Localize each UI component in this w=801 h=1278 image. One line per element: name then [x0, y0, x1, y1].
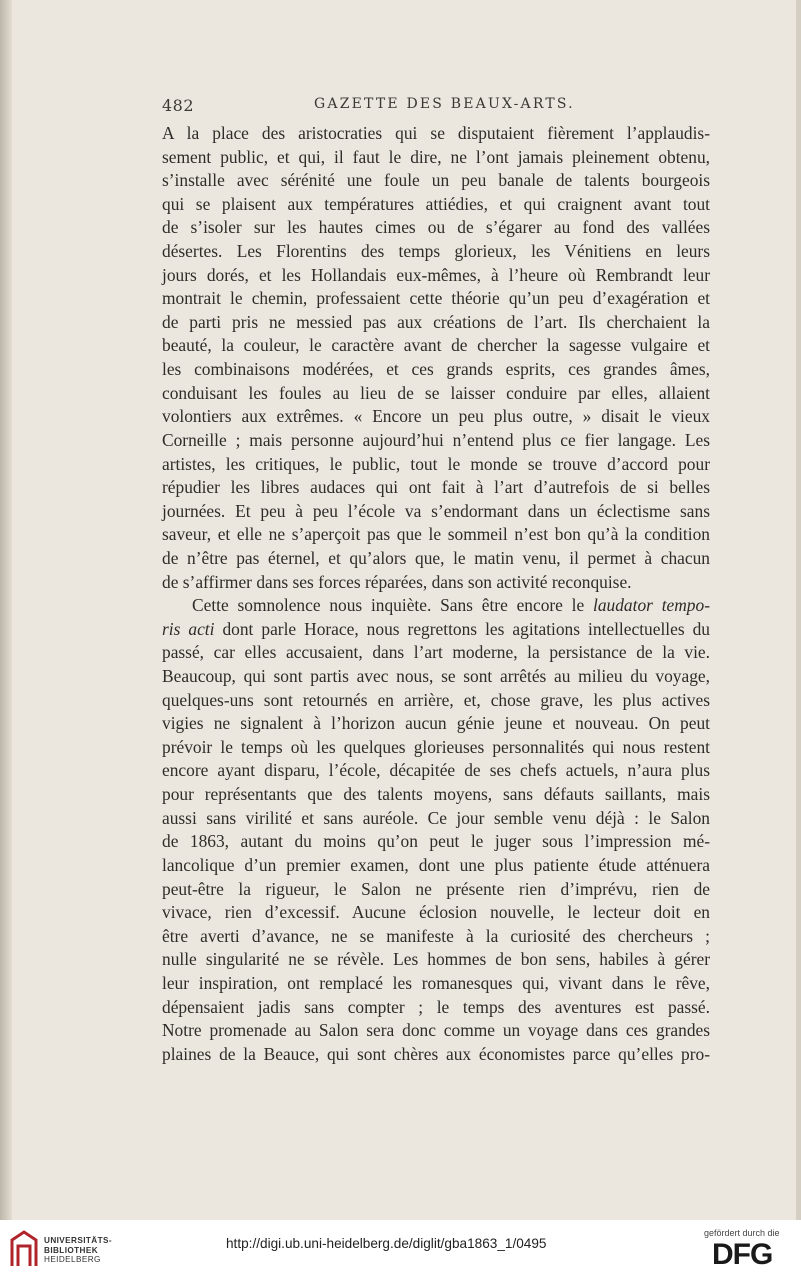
- text-line: Corneille ; mais personne aujourd’hui n’entend plus ce fier langage. Les: [162, 429, 710, 450]
- text-line: de parti pris ne messied pas aux créations de l’art. Ils cherchaient la: [162, 311, 710, 332]
- paragraph-1: [162, 122, 710, 594]
- journal-title: GAZETTE DES BEAUX-ARTS.: [314, 96, 575, 112]
- text-line: sement public, et qui, il faut le dire, ne l’ont jamais pleinement obtenu,: [162, 146, 710, 167]
- text-line: leur inspiration, ont remplacé les romanesques qui, vivant dans le rêve,: [162, 972, 710, 993]
- dfg-logo: DFG: [712, 1238, 773, 1271]
- text-run: Cette somnolence nous inquiète. Sans être encore le: [192, 595, 594, 616]
- text-line: conduisant les foules au lieu de se laisser conduire par elles, allaient: [162, 382, 710, 403]
- text-line: s’installe avec sérénité une foule un peu banale de talents bourgeois: [162, 170, 710, 191]
- permalink[interactable]: http://digi.ub.uni-heidelberg.de/diglit/gba1863_1/0495: [226, 1236, 547, 1251]
- digitization-footer: [0, 1220, 801, 1278]
- text-line: désertes. Les Florentins des temps glorieux, les Vénitiens en leurs: [162, 241, 710, 262]
- article-body: [162, 122, 710, 1066]
- text-line: de s’isoler sur les hautes cimes ou de s’égarer au fond des vallées: [162, 217, 710, 238]
- text-line: jours dorés, et les Hollandais eux-mêmes, à l’heure où Rembrandt leur: [162, 264, 710, 285]
- library-name-line: UNIVERSITÄTS-: [44, 1236, 112, 1245]
- text-line: saveur, et elle ne s’aperçoit pas que le sommeil n’est bon qu’à la condition: [162, 524, 710, 545]
- text-line: beauté, la couleur, le caractère avant de chercher la sagesse vulgaire et: [162, 335, 710, 356]
- library-name-line: BIBLIOTHEK: [44, 1245, 99, 1255]
- running-header: [162, 96, 710, 120]
- text-line: peut-être la rigueur, le Salon ne présente rien d’imprévu, rien de: [162, 878, 710, 899]
- text-line: A la place des aristocraties qui se disputaient fièrement l’applaudis-: [162, 123, 710, 143]
- text-line: [162, 618, 710, 642]
- text-line: Notre promenade au Salon sera donc comme un voyage dans ces grandes: [162, 1020, 710, 1041]
- text-line: lancolique d’un premier examen, dont une plus patiente étude atténuera: [162, 854, 710, 875]
- text-line: de n’être pas éternel, et qu’alors que, le matin venu, il permet à chacun: [162, 547, 710, 568]
- text-line: dépensaient jadis sans compter ; le temps des aventures est passé.: [162, 996, 710, 1017]
- text-line: les combinaisons modérées, et ces grands esprits, ces grandes âmes,: [162, 359, 710, 380]
- funding-note: gefördert durch die: [704, 1228, 780, 1238]
- text-line: aussi sans virilité et sans auréole. Ce jour semble venu déjà : le Salon: [162, 807, 710, 828]
- text-line: être averti d’avance, ne se manifeste à la curiosité des chercheurs ;: [162, 925, 710, 946]
- text-line: artistes, les critiques, le public, tout le monde se trouve d’accord pour: [162, 453, 710, 474]
- paragraph-2: [162, 594, 710, 1066]
- page-number: 482: [162, 96, 195, 115]
- university-library-logo-icon: [8, 1230, 40, 1268]
- text-line: prévoir le temps où les quelques glorieuses personnalités qui nous restent: [162, 736, 710, 757]
- text-line: de s’affirmer dans ses forces réparées, dans son activité reconquise.: [162, 571, 632, 592]
- text-line: vigies ne signalent à l’horizon aucun génie jeune et nouveau. On peut: [162, 713, 710, 734]
- text-run: dont parle Horace, nous regrettons les agitations intellectuelles du: [214, 618, 710, 639]
- text-line: qui se plaisent aux températures attiédies, et qui craignent avant tout: [162, 193, 710, 214]
- text-line: de 1863, autant du moins qu’on peut le juger sous l’impression mé-: [162, 831, 710, 852]
- text-line: passé, car elles accusaient, dans l’art moderne, la persistance de la vie.: [162, 642, 710, 663]
- text-line: nulle singularité ne se révèle. Les hommes de bon sens, habiles à gérer: [162, 949, 710, 970]
- text-line: [162, 594, 710, 618]
- text-line: montrait le chemin, professaient cette théorie qu’un peu d’exagération et: [162, 288, 710, 309]
- text-line: pour représentants que des talents moyens, sans défauts saillants, mais: [162, 784, 710, 805]
- text-line: vivace, rien d’excessif. Aucune éclosion nouvelle, le lecteur doit en: [162, 902, 710, 923]
- text-line: journées. Et peu à peu l’école va s’endormant dans un éclectisme sans: [162, 500, 710, 521]
- text-line: plaines de la Beauce, qui sont chères aux économistes parce qu’elles pro-: [162, 1043, 710, 1064]
- text-line: Beaucoup, qui sont partis avec nous, se sont arrêtés au milieu du voyage,: [162, 666, 710, 687]
- text-line: encore ayant disparu, l’école, décapitée de ses chefs actuels, n’aura plus: [162, 760, 710, 781]
- library-name-line: HEIDELBERG: [44, 1255, 101, 1264]
- text-line: quelques-uns sont retournés en arrière, et, chose grave, les plus actives: [162, 689, 710, 710]
- latin-quote: laudator tempo-: [593, 595, 710, 616]
- library-name: [44, 1236, 112, 1265]
- text-line: répudier les libres audaces qui ont fait à l’art d’autrefois de si belles: [162, 477, 710, 498]
- text-line: volontiers aux extrêmes. « Encore un peu plus outre, » disait le vieux: [162, 406, 710, 427]
- latin-quote: ris acti: [162, 618, 215, 639]
